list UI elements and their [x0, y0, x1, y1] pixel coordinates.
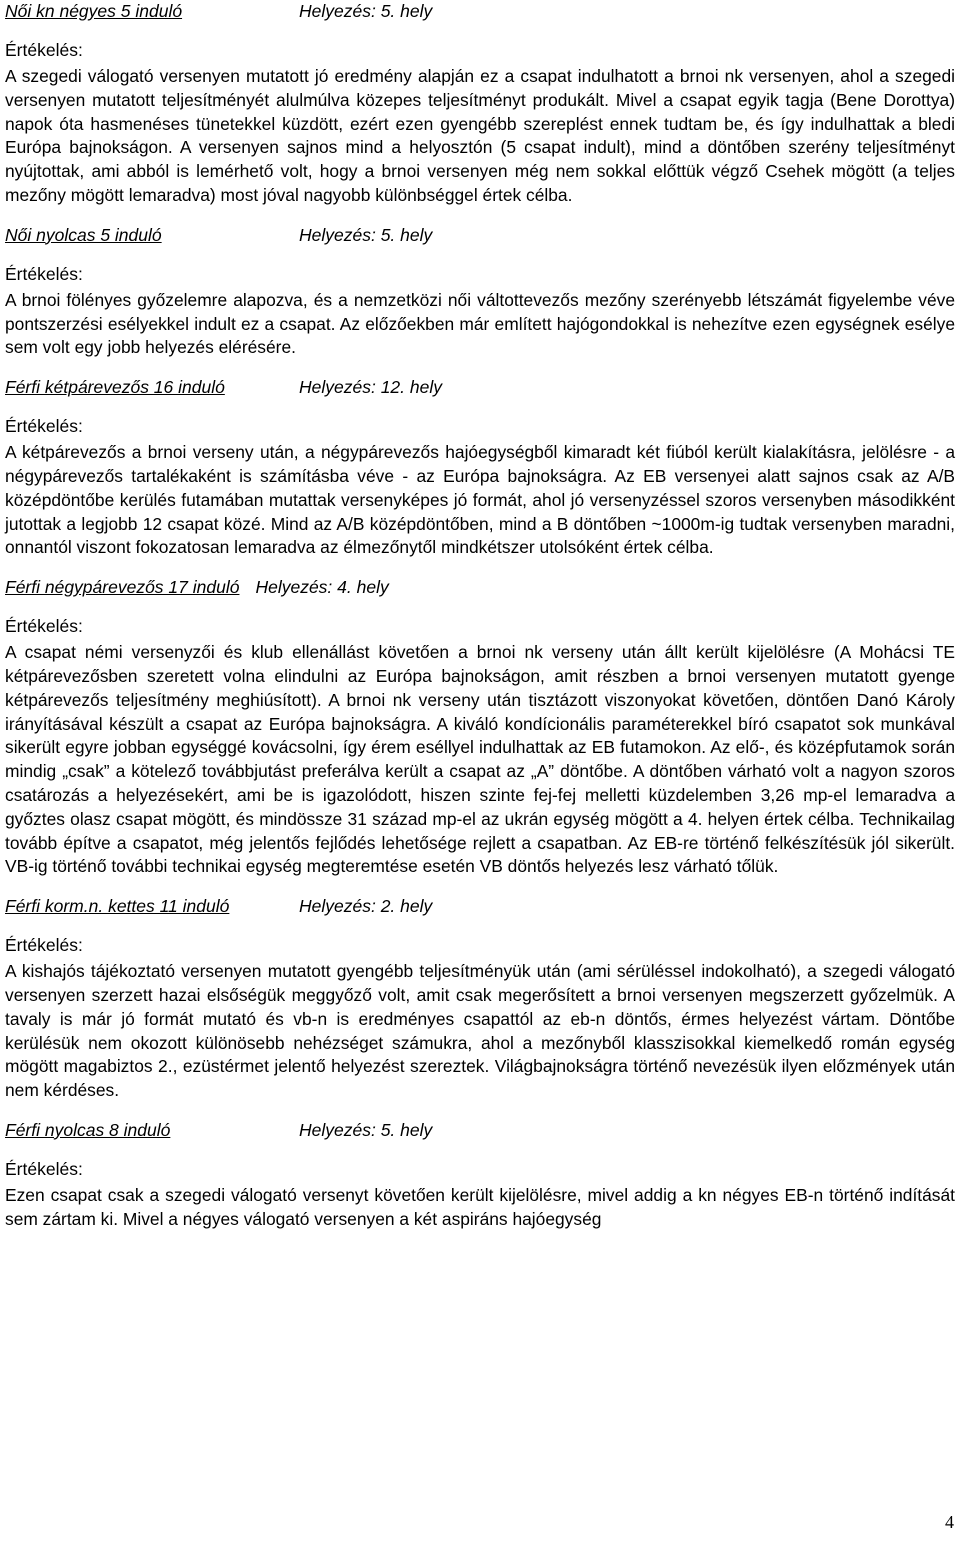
section-noi-nyolcas: [5, 224, 955, 360]
page-number: 4: [945, 1512, 954, 1532]
section-heading: [5, 0, 955, 23]
evaluation-text: A csapat némi versenyzői és klub ellenállást követően a brnoi nk verseny után állt került kijelölésre (A Mohácsi TE kétpárevezősben szeretett volna elindulni az Európa bajnokságon, amit részben a brnoi versenyen mutatott gyenge kétpárevezős teljesítmény meghiúsított). A brnoi nk verseny után tisztázott viszonyokat követően, döntően Danó Károly irányításával készült a csapat az Európa bajnokságra. A kiváló kondícionális paraméterekkel bíró csapatot sok munkával sikerült egyre jobban egységgé kovácsolni, így érem eséllyel indulhattak az EB futamokon. Az elő-, és középfutamok során mindig „csak” a kötelező továbbjutást preferálva került a csapat az „A” döntőbe. A döntőben várható volt a nagyon szoros csatározás a helyezésekért, ami be is igazolódott, hiszen szinte fej-fej melletti küzdelemben 3,26 mp-el lemaradva a győztes olasz csapat mögött, és mindössze 31 század mp-el az ukrán egység mögött a 4. helyen értek célba. Technikailag tovább építve a csapatot, még jelentős fejlődés lehetősége rejlett a csapatban. Az EB-re történő felkészítésük jól sikerült. VB-ig történő további technikai egység megteremtése esetén VB döntős helyezés lesz várható tőlük.: [5, 642, 955, 877]
section-title: Férfi négypárevezős 17 induló: [5, 577, 240, 598]
evaluation-label: Értékelés:: [5, 416, 83, 437]
section-title: Női nyolcas 5 induló: [5, 224, 162, 245]
section-title: Férfi nyolcas 8 induló: [5, 1119, 171, 1140]
evaluation-label: Értékelés:: [5, 616, 83, 637]
evaluation-text: A kétpárevezős a brnoi verseny után, a négypárevezős hajóegységből kimaradt két fiúból került kialakításra, jelölésre - a négypárevezős tartalékaként is számításba véve - az Európa bajnokságra. Az EB versenyei alatt sajnos csak az A/B középdöntőbe kerülés futamában mutattak versenyképes jó formát, ahol jó versenyzéssel szoros versenyben másodikként jutottak a legjobb 12 csapat közé. Mind az A/B középdöntőben, mind a B döntőben ~1000m-ig tudtak versenyben maradni, onnantól viszont fokozatosan lemaradva az élmezőnytől mindkétszer utolsóként értek célba.: [5, 442, 955, 558]
evaluation-text: A kishajós tájékoztató versenyen mutatott gyengébb teljesítményük után (ami sérüléssel indokolható), a szegedi válogató versenyen szerzett hazai elsőségük meggyőző volt, amit csak megerősített a brnoi versenyen megszerzett győzelmük. A tavaly is már jó formát mutató és vb-n is eredményes csapattól az eb-n döntős, érmes helyezést vártam. Döntőbe kerülésük nem okozott különösebb nehézséget számukra, ahol a mezőnyből klasszisokkal kiemelkedő román egység mögött magabiztos 2., ezüstérmet jelentő helyezést szereztek. Világbajnokságra történő nevezésük ilyen előzmények után nem kérdéses.: [5, 961, 955, 1101]
evaluation-text: A szegedi válogató versenyen mutatott jó eredmény alapján ez a csapat indulhatott a brnoi nk versenyen, ahol a szegedi versenyen mutatott teljesítményét alulmúlva közepes teljesítményt produkált. Mivel a csapat egyik tagja (Bene Dorottya) napok óta hasmenéses tünetekkel küzdött, ezért ezen gyengébb szereplést ennek tudtam be, és így indulhattak a bledi Európa bajnokságon. A versenyen sajnos mind a helyosztón (5 csapat indult), mind a döntőben szerény teljesítményt nyújtottak, ami abból is lemérhető volt, hogy a brnoi versenyen még nem sokkal előttük végző Csehek mögött (a teljes mezőny mögött lemaradva) most jóval nagyobb különbséggel értek célba.: [5, 66, 955, 205]
section-placement: Helyezés: 5. hely: [299, 224, 433, 245]
evaluation-label: Értékelés:: [5, 263, 83, 284]
section-placement: Helyezés: 2. hely: [299, 896, 433, 917]
section-placement: Helyezés: 5. hely: [299, 1, 433, 21]
evaluation-label: Értékelés:: [5, 1158, 83, 1179]
evaluation-text: A brnoi fölényes győzelemre alapozva, és a nemzetközi női váltottevezős mezőny szerényebb létszámát figyelembe véve pontszerzési esélyekkel indult ez a csapat. Az előzőekben már említett hajógondokkal is nehezítve ezen egységnek esélye sem volt egy jobb helyezés elérésére.: [5, 289, 955, 358]
evaluation-text: Ezen csapat csak a szegedi válogató versenyt követően került kijelölésre, mivel addig a kn négyes EB-n történő indítását sem zártam ki. Mivel a négyes válogató versenyen a két aspiráns hajóegység: [5, 1184, 955, 1229]
section-ferfi-negyparevezos: [5, 576, 955, 879]
document-page: [5, 0, 955, 1248]
section-placement: Helyezés: 12. hely: [299, 377, 442, 398]
section-placement: Helyezés: 4. hely: [255, 577, 389, 598]
section-heading: [5, 576, 955, 599]
section-noi-kn-negyes: [5, 0, 955, 208]
section-ferfi-korm-kettes: [5, 895, 955, 1103]
section-title: Női kn négyes 5 induló: [5, 1, 183, 21]
section-placement: Helyezés: 5. hely: [299, 1119, 433, 1140]
section-heading: [5, 224, 955, 247]
evaluation-label: Értékelés:: [5, 935, 83, 956]
section-title: Férfi kétpárevezős 16 induló: [5, 377, 225, 398]
evaluation-label: Értékelés:: [5, 40, 83, 60]
section-title: Férfi korm.n. kettes 11 induló: [5, 896, 230, 917]
section-heading: [5, 1119, 955, 1142]
section-ferfi-nyolcas: [5, 1119, 955, 1232]
section-heading: [5, 895, 955, 918]
section-heading: [5, 376, 955, 399]
section-ferfi-ketparevezos: [5, 376, 955, 560]
